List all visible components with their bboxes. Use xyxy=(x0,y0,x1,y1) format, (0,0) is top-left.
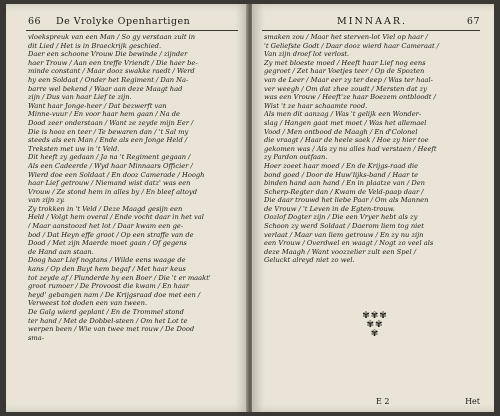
left-page xyxy=(6,4,248,412)
text-line: groot rumoer / De Provoost die kwam / En haar xyxy=(28,282,190,291)
tailpiece-ornament xyxy=(350,312,400,339)
text-line: Oozlof Dogter zijn / Die een Vryer hebt als zy xyxy=(264,213,418,222)
text-line: kans / Op den Buyt hem begaf / Met haar keus xyxy=(28,265,186,274)
text-line: dit Lied / Het is in Braeckrijk geschied. xyxy=(28,41,162,50)
text-line: die vraagt / Haar de heele saek / Hoe zy hier toe xyxy=(264,136,429,145)
left-page-text xyxy=(28,33,236,342)
text-line: 't Geliefste Godt / Daar dooz wierd haar Cameraat / xyxy=(264,41,440,50)
text-line: heyd' gebangen nam / De Krijgsraad doe met een / xyxy=(28,290,201,299)
text-line: haar Lief getrouw / Niemand wist datz' was een xyxy=(28,179,191,188)
text-line: Dit heeft zy gedaan / Ja na 't Regiment gegaan / xyxy=(28,153,191,162)
text-line: gekomen was / Als zy nu alles had verstaen / Heeft xyxy=(264,144,437,153)
right-running-head: MINNAAR. xyxy=(337,16,407,27)
text-line: Vrouw / Ze stond hem in alles by / En bleef altoyd xyxy=(28,187,197,196)
text-line: Van zijn droef lot verlost. xyxy=(264,50,350,59)
text-line: gegroet / Zet haar Voetjes teer / Op de Spozten xyxy=(264,67,425,76)
text-line: Want haar Jonge-heer / Dat bezwerft van xyxy=(28,101,167,110)
left-page-number: 66 xyxy=(28,16,42,27)
text-line: een Vrouw / Overdwel en waagt / Nogt zo veel als xyxy=(264,239,434,248)
text-line: Als men dit aanzag / Was 't gelijk een Wonder- xyxy=(264,110,422,119)
text-line: haer Trouw / Aan een treffe Vriendt / Die haer be- xyxy=(28,58,198,67)
text-line: Dood zeer onderstaan / Want ze zeyde mijn Eer / xyxy=(28,118,194,127)
text-line: Geluckt alreyd niet zo wel. xyxy=(264,256,355,265)
text-line: ver weegh / Om dat zhee zoudt / Mersten dat zy xyxy=(264,84,427,93)
text-line: Dood / Met zijn Maerde moet gaan / Of gegens xyxy=(28,239,187,248)
text-line: Vood / Men ontbood de Maagh / En d'Colonel xyxy=(264,127,418,136)
text-line: de Hand aan staan. xyxy=(28,247,94,256)
text-line: Als een Cadeerde / Wyd haar Minnaars Officier / xyxy=(28,161,193,170)
text-line: / Maar aanstoozd het lot / Daar kwam een ge- xyxy=(28,222,184,231)
text-line: Daer een schoone Vrouw Die bewinde / zijnder xyxy=(28,50,188,59)
signature-mark: E 2 xyxy=(376,397,390,406)
ornament-row: ✾✾ xyxy=(366,320,384,330)
text-line: bod / Dat Heyn effe groot / Op een straffe van de xyxy=(28,230,194,239)
text-line: De Galg wierd geplant / En de Trommel stond xyxy=(28,308,184,316)
text-line: smaken zou / Maar het sterven-lot Viel op haar / xyxy=(264,33,428,41)
book-spread xyxy=(6,4,494,412)
text-line: ter hand / Met de Dobbel-steen / Om het Lot te xyxy=(28,316,188,325)
right-page-number: 67 xyxy=(466,16,480,27)
right-page-text xyxy=(264,33,480,265)
text-line: verlaat / Maar van liem getrouw / En zy nu zijn xyxy=(264,230,424,239)
text-line: steeds als een Man / Ende als een Jonge Held / xyxy=(28,136,188,145)
text-line: tot zeyde af / Plunderde hy een Boer / Die 't er maakt' xyxy=(28,273,211,282)
text-line: Held / Volgt hem overal / Ende vocht daar in het val xyxy=(28,213,204,222)
text-line: Die is hooz en teer / Te bewaren dan / 't Sal my xyxy=(28,127,189,136)
text-line: Doog haar Lief nogtans / Wilde eens waage de xyxy=(28,256,186,265)
text-line: bond goed / Door de Huw'lijks-band / Haar te xyxy=(264,170,419,179)
text-line: Minne-vuur / En voor haar hem gaan / Na de xyxy=(28,110,180,119)
text-line: van zijn zy. xyxy=(28,196,65,205)
right-page xyxy=(252,4,494,412)
ornament-row: ✾ xyxy=(370,329,380,339)
text-line: deze Maagh / Want voozzelier zult een Spel / xyxy=(264,247,417,256)
text-line: was een Vrouw / Heeft'ze haar Boezem ontbloodt / xyxy=(264,93,436,102)
text-line: Hoer zoeet haar moed / En de Krijgs-raad die xyxy=(264,161,419,170)
left-running-head: De Vrolyke Openhartigen xyxy=(56,16,191,27)
text-line: werpen been / Wie van twee met rouw / De Dood xyxy=(28,325,195,334)
text-line: Die daar trouwd het liebe Paar / Om als Mannen xyxy=(264,196,429,205)
text-line: Verweest tot doden een van tween. xyxy=(28,299,148,308)
left-header-rule xyxy=(26,30,238,31)
text-line: Zy trokken in 't Veld / Deze Maagd gesijn een xyxy=(28,204,183,213)
text-line: minde constant / Maar dooz swakke raedt / Werd xyxy=(28,67,195,76)
text-line: barre wel bekend / Waar aan deze Maagt had xyxy=(28,84,183,93)
text-line: Wist 't ze haar schaamte rood. xyxy=(264,101,368,110)
text-line: sma- xyxy=(28,333,45,342)
text-line: binden hand aan hand / En in plaatze van / Den xyxy=(264,179,425,188)
text-line: Treksten met uw in 't Veld. xyxy=(28,144,120,153)
text-line: Scherp-Regter dan / Kwam de Veld-paap daar / xyxy=(264,187,424,196)
right-header-rule xyxy=(262,30,480,31)
text-line: zy Pardon outfaan. xyxy=(264,153,328,162)
text-line: vloekspreuk van een Man / So gy verstaan zult in xyxy=(28,33,196,41)
ornament-row: ✾✾✾ xyxy=(362,311,388,321)
text-line: hy een Soldaat / Onder het Regiment / Dan Na- xyxy=(28,75,189,84)
right-catchword: Het xyxy=(465,397,480,406)
text-line: Schoon zy werd Soldaat / Daerom liem tog niet xyxy=(264,222,424,231)
text-line: van de Leer / Maar eer zy ter deep / Was ter haal- xyxy=(264,75,433,84)
text-line: Wierd doe een Soldaat / En dooz Camerade / Hoogh xyxy=(28,170,205,179)
text-line: zijn / Dus van haar Lief te zijn. xyxy=(28,93,132,102)
text-line: de Vrouw / 't Leven in de Egten-trouw. xyxy=(264,204,395,213)
text-line: slag / Hangen gaat met moet / Was het allemael xyxy=(264,118,427,127)
text-line: Zy met bloeste moed / Heeft haar Lief nog eens xyxy=(264,58,426,67)
